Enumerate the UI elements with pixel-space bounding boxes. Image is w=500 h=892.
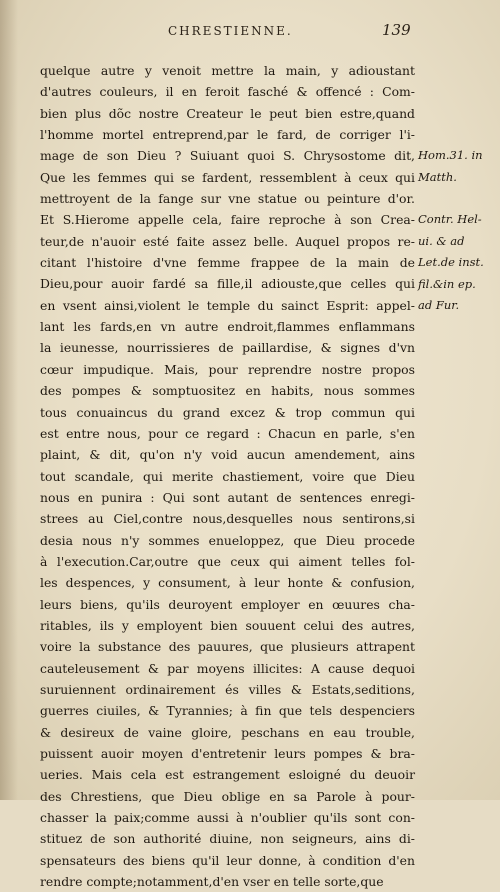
text-line: Et S.Hierome appelle cela, faire reproche à son Crea- xyxy=(40,212,415,228)
text-line: ueries. Mais cela est estrangement esloigné du deuoir xyxy=(40,767,415,783)
text-line: tout scandale, qui merite chastiement, voire que Dieu xyxy=(40,468,415,484)
gutter-shadow xyxy=(0,0,18,800)
text-line: cœur impudique. Mais, pour reprendre nostre propos xyxy=(40,361,415,377)
text-line: voire la substance des pauures, que plusieurs attrapent xyxy=(40,639,415,655)
text-line: stituez de son authorité diuine, non seigneurs, ains di- xyxy=(40,831,415,847)
text-line: quelque autre y venoit mettre la main, y adioustant xyxy=(40,63,415,78)
text-line: les despences, y consument, à leur honte & confusion, xyxy=(40,575,415,591)
text-line: d'autres couleurs, il en feroit fasché & offencé : Com- xyxy=(40,84,415,100)
margin-note: Let.de inst. xyxy=(418,255,484,270)
text-line: guerres ciuiles, & Tyrannies; à fin que tels despenciers xyxy=(40,703,415,719)
text-line: en vsent ainsi,violent le temple du sainct Esprit: appel- xyxy=(40,297,415,313)
text-line: spensateurs des biens qu'il leur donne, à condition d'en xyxy=(40,852,415,868)
margin-note: ui. & ad xyxy=(418,233,465,248)
margin-note: Contr. Hel- xyxy=(418,212,482,227)
margin-note: fil.&in ep. xyxy=(418,276,476,291)
text-line: tous conuaincus du grand excez & trop commun qui xyxy=(40,404,415,420)
text-line: puissent auoir moyen d'entretenir leurs pompes & bra- xyxy=(40,746,415,761)
text-line: nous en punira : Qui sont autant de sentences enregi- xyxy=(40,489,415,505)
text-line: est entre nous, pour ce regard : Chacun en parle, s'en xyxy=(40,425,415,441)
text-line: ritables, ils y employent bien souuent celui des autres, xyxy=(40,617,415,633)
margin-note: Hom.31. in xyxy=(418,148,483,163)
text-line: mettroyent de la fange sur vne statue ou peinture d'or. xyxy=(40,191,415,207)
text-line: plaint, & dit, qu'on n'y void aucun amendement, ains xyxy=(40,447,415,463)
text-line: des Chrestiens, que Dieu oblige en sa Parole à pour- xyxy=(40,788,415,804)
text-line: desia nous n'y sommes enueloppez, que Dieu procede xyxy=(40,532,415,548)
margin-note: ad Fur. xyxy=(418,297,460,312)
body-text xyxy=(40,60,415,892)
text-line: leurs biens, qu'ils deuroyent employer en œuures cha- xyxy=(40,596,415,612)
text-line: suruiennent ordinairement és villes & Estats,seditions, xyxy=(40,681,415,697)
running-head xyxy=(0,21,500,44)
text-line: strees au Ciel,contre nous,desquelles nous sentirons,si xyxy=(40,511,415,527)
text-line: l'homme mortel entreprend,par le fard, de corriger l'i- xyxy=(40,127,415,143)
text-line: & desireux de vaine gloire, peschans en eau trouble, xyxy=(40,724,415,740)
margin-note: Matth. xyxy=(418,169,457,184)
text-line: la ieunesse, nourrissieres de paillardise, & signes d'vn xyxy=(40,340,415,356)
text-line: cauteleusement & par moyens illicites: A cause dequoi xyxy=(40,660,415,676)
text-line: lant les fards,en vn autre endroit,flammes enflammans xyxy=(40,319,415,335)
text-line: teur,de n'auoir esté faite assez belle. Auquel propos re- xyxy=(40,233,415,249)
text-line: mage de son Dieu ? Suiuant quoi S. Chrysostome dit, xyxy=(40,148,415,164)
page-number: 139 xyxy=(382,21,411,39)
running-title: CHRESTIENNE. xyxy=(168,24,293,38)
text-line: chasser la paix;comme aussi à n'oublier qu'ils sont con- xyxy=(40,810,415,826)
text-line: rendre compte;notamment,d'en vser en telle sorte,que xyxy=(40,874,384,890)
text-line: Que les femmes qui se fardent, ressemblent à ceux qui xyxy=(40,169,415,185)
text-line: Dieu,pour auoir fardé sa fille,il adiouste,que celles qui xyxy=(40,276,415,292)
text-line: à l'execution.Car,outre que ceux qui aiment telles fol- xyxy=(40,553,415,569)
text-line: bien plus dõc nostre Createur le peut bien estre,quand xyxy=(40,105,415,121)
text-line: des pompes & somptuositez en habits, nous sommes xyxy=(40,383,415,399)
text-line: citant l'histoire d'vne femme frappee de la main de xyxy=(40,255,415,271)
